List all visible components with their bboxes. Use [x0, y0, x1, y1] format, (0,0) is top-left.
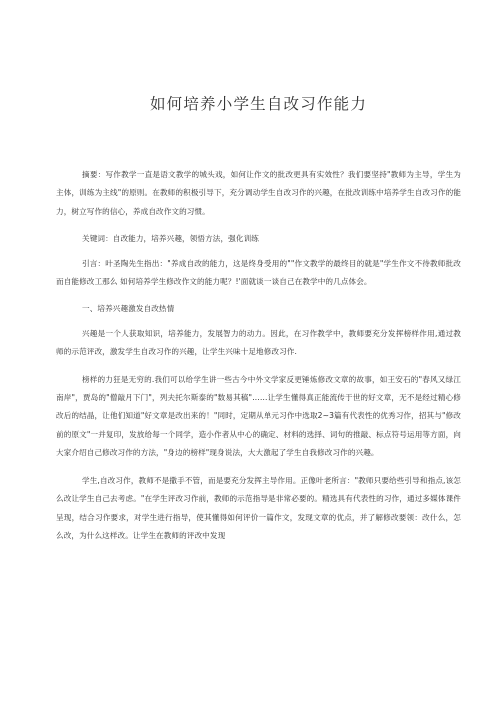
body-paragraph: 学生,自改习作，教师不是撒手不管，而是要充分发挥主导作用。正像叶老所言："教师只要给些引导和指点,该怎么改让学生自己去考虑。"在学生评改习作前，教师的示范指导是非常必要的。精选具有代表性的习作，通过多媒体课件呈现，结合习作要求，对学生进行指导，使其懂得如何评价一篇作文，发现文章的优点，并了解修改要领：改什么，怎么改，为什么这样改。让学生在教师的评改中发现 [56, 475, 461, 540]
abstract-paragraph: 摘要：写作教学一直是语文教学的城头戏，如何让作文的批改更具有实效性？我们要坚持"教师为主导，学生为主体，训练为主线"的原则。在教师的积极引导下，充分调动学生自改习作的兴趣，在批改训练中培养学生自改习作的能力，树立写作的信心，养成自改作文的习惯。 [56, 170, 461, 216]
introduction-paragraph: 引言：叶圣陶先生指出："养成自改的能力，这是终身受用的""作文教学的最终目的就是"学生作文不待教师批改而自能修改工那么 如何培养学生修改作文的能力呢？!'面就谈一谈自己在教学中的几点体会。 [56, 258, 461, 287]
keywords-paragraph: 关键词：自改能力，培养兴趣，领悟方法，强化训练 [82, 234, 259, 244]
page-title: 如何培养小学生自改习作能力 [149, 95, 368, 113]
body-paragraph: 榜样的力狂是无穷的.我们可以给学生讲一些古今中外文学家反更锤炼修改文章的故事，如王安石的"春风又绿江南岸"，贾岛的"僧敲月下门"，列夫托尔斯泰的"数易其稿"……让学生懂得真正能流传于世的好文章，无不是经过精心修改后的结晶，让他们知道"好文章是改出来的！"同时，定期从单元习作中选取2~3篇有代表性的优秀习作，招其与"修改前的原文"一并复印，发放给每一个同学，造小作者从中心的确定、材料的选择、词句的推敲、标点符号运用等方面，向大家介绍自己修改习作的方法，"身边的榜样"现身说法，大大激起了学生自我修改习作的兴趣。 [56, 374, 461, 458]
body-paragraph: 兴趣是一个人获取知识，培养能力，发展智力的动力。因此，在习作教学中，教师要充分发挥榜样作用,通过教师的示范评改，激发学生自改习作的兴趣，让学生兴味十足地修改习作. [56, 328, 461, 357]
section-heading: 一、培养兴趣激发自改热情 [82, 304, 175, 314]
document-body [56, 166, 461, 545]
